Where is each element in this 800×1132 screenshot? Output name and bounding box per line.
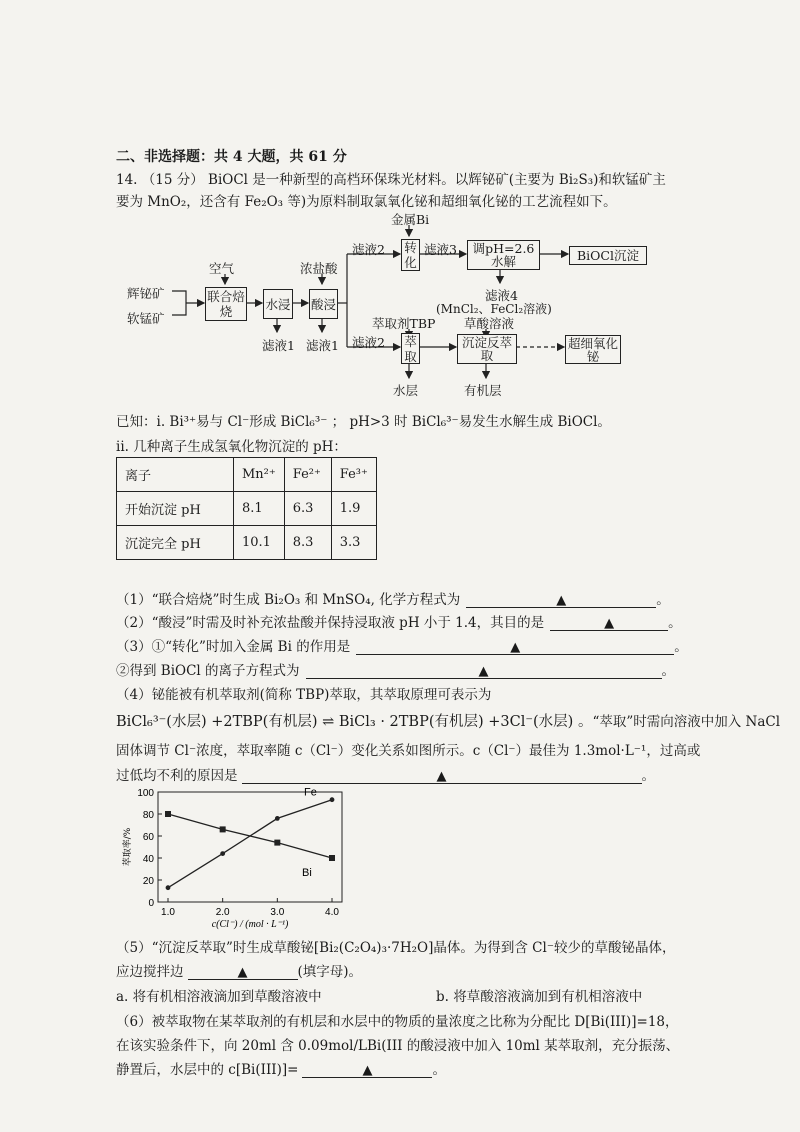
- period: 。: [656, 592, 670, 608]
- data-point-bi: [165, 811, 171, 817]
- question-6-line1: （6）被萃取物在某萃取剂的有机层和水层中的物质的量浓度之比称为分配比 D[Bi(III)]=18，: [116, 1014, 679, 1030]
- question-4-line2: 固体调节 Cl⁻浓度，萃取率随 c（Cl⁻）变化关系如图所示。c（Cl⁻）最佳为 1.3mol·L⁻¹，过高或: [116, 743, 701, 759]
- organic-layer-label: 有机层: [464, 383, 502, 398]
- y-axis-label: 萃取率/%: [123, 827, 133, 867]
- water-leach-label: 水浸: [265, 296, 291, 312]
- biocl-product-box: [569, 246, 647, 265]
- data-point-bi: [329, 855, 335, 861]
- table-header-cell: Mn²⁺: [234, 458, 285, 492]
- question-3a: [116, 635, 688, 655]
- data-point-fe: [330, 797, 335, 802]
- convert-label: 转化: [404, 240, 417, 270]
- blank-marker: ▲: [478, 664, 489, 679]
- y-tick-label: 0: [148, 898, 154, 909]
- answer-blank[interactable]: [356, 640, 674, 655]
- q5-text: 应边搅拌边: [116, 964, 184, 980]
- table-cell: 6.3: [284, 492, 331, 526]
- question-5-line1: （5）“沉淀反萃取”时生成草酸铋[Bi₂(C₂O₄)₃·7H₂O]晶体。为得到含 Cl⁻较少的草酸铋晶体，: [116, 940, 676, 956]
- q4-text1: “萃取”时需向溶液中加入 NaCl: [592, 714, 781, 730]
- tbp-label: 萃取剂TBP: [372, 316, 436, 331]
- acid-leach-box: [309, 289, 338, 319]
- known-ii: ii. 几种离子生成氢氧化物沉淀的 pH：: [116, 439, 347, 455]
- table-cell: 开始沉淀 pH: [117, 492, 234, 526]
- question-6-line3: [116, 1058, 446, 1078]
- x-tick-label: 1.0: [161, 907, 175, 918]
- biocl-product-label: BiOCl沉淀: [577, 248, 639, 263]
- table-row: [117, 526, 377, 560]
- y-tick-label: 80: [142, 810, 154, 821]
- answer-blank[interactable]: [188, 965, 298, 980]
- extract-label: 萃取: [404, 333, 417, 364]
- table-cell: 8.3: [284, 526, 331, 560]
- raw-pyrolusite: 软锰矿: [127, 311, 165, 326]
- series-label-fe: Fe: [304, 786, 317, 799]
- data-point-fe: [166, 885, 171, 890]
- period: 。: [674, 639, 688, 655]
- filtrate2-top-label: 滤液2: [352, 242, 385, 257]
- table-cell: 沉淀完全 pH: [117, 526, 234, 560]
- known-i: 已知：i. Bi³⁺易与 Cl⁻形成 BiCl₆³⁻ ； pH>3 时 BiCl₆³⁻易发生水解生成 BiOCl。: [116, 414, 611, 430]
- blank-marker: ▲: [436, 769, 447, 784]
- series-line-bi: [168, 814, 332, 858]
- y-tick-label: 40: [142, 854, 154, 865]
- y-tick-label: 60: [142, 832, 154, 843]
- oxalic-label: 草酸溶液: [464, 316, 515, 331]
- plot-frame: [158, 792, 342, 902]
- table-cell: 1.9: [331, 492, 376, 526]
- period: 。: [432, 1062, 446, 1078]
- table-row: [117, 492, 377, 526]
- filtrate4-label: 滤液4: [485, 288, 518, 303]
- x-tick-label: 3.0: [270, 907, 285, 918]
- question-4-equation-line: [116, 710, 780, 731]
- filtrate4-detail: (MnCl₂、FeCl₂溶液): [436, 302, 552, 316]
- q5-fill-hint: (填字母)。: [297, 964, 363, 980]
- data-point-fe: [220, 851, 225, 856]
- question-1: [116, 588, 670, 608]
- filtrate1-label-a: 滤液1: [262, 338, 295, 353]
- acid-leach-label: 酸浸: [310, 296, 336, 312]
- blank-marker: ▲: [556, 593, 567, 608]
- extraction-rate-chart: [110, 780, 350, 930]
- hydrolysis-box: [467, 240, 540, 270]
- x-tick-label: 4.0: [325, 907, 339, 918]
- y-tick-label: 100: [137, 788, 154, 799]
- question-3b: [116, 659, 675, 679]
- table-cell: 10.1: [234, 526, 285, 560]
- q2-text: （2）“酸浸”时需及时补充浓盐酸并保持浸取液 pH 小于 1.4，其目的是: [116, 615, 545, 631]
- data-point-bi: [220, 826, 226, 832]
- metal-bi-label: 金属Bi: [391, 212, 430, 227]
- option-a: a. 将有机相溶液滴加到草酸溶液中: [116, 989, 322, 1005]
- blank-marker: ▲: [510, 640, 521, 655]
- q4-text3: 过低均不利的原因是: [116, 768, 238, 784]
- answer-blank[interactable]: [466, 593, 656, 608]
- aqueous-layer-label: 水层: [393, 383, 419, 398]
- hcl-label: 浓盐酸: [300, 261, 338, 276]
- answer-blank[interactable]: [302, 1063, 432, 1078]
- x-tick-label: 2.0: [215, 907, 230, 918]
- q1-text: （1）“联合焙烧”时生成 Bi₂O₃ 和 MnSO₄, 化学方程式为: [116, 592, 461, 608]
- water-leach-box: [263, 289, 293, 319]
- table-header-cell: 离子: [117, 458, 234, 492]
- blank-marker: ▲: [237, 965, 248, 980]
- bismuth-oxide-box: [565, 335, 621, 364]
- data-point-fe: [275, 816, 280, 821]
- blank-marker: ▲: [362, 1063, 373, 1078]
- series-label-bi: Bi: [302, 867, 312, 879]
- answer-blank[interactable]: [550, 616, 668, 631]
- roast-box: [205, 287, 247, 321]
- q14-intro-line2: 要为 MnO₂，还含有 Fe₂O₃ 等)为原料制取氯氧化铋和超细氧化铋的工艺流程如下。: [116, 194, 617, 210]
- blank-marker: ▲: [604, 616, 615, 631]
- data-point-bi: [274, 840, 280, 846]
- option-b: b. 将草酸溶液滴加到有机相溶液中: [436, 989, 643, 1005]
- q3b-text: ②得到 BiOCl 的离子方程式为: [116, 663, 300, 679]
- y-tick-label: 20: [142, 876, 154, 887]
- period: 。: [661, 663, 676, 679]
- q6-text: 静置后，水层中的 c[Bi(III)]=: [116, 1062, 299, 1078]
- back-extract-label: 沉淀反萃取: [461, 335, 512, 363]
- table-header-cell: Fe²⁺: [284, 458, 331, 492]
- q3a-text: （3）①“转化”时加入金属 Bi 的作用是: [116, 639, 351, 655]
- period: 。: [641, 768, 655, 784]
- filtrate1-label-b: 滤液1: [306, 338, 339, 353]
- bismuth-oxide-label: 超细氧化铋: [567, 335, 618, 364]
- raw-bismuthinite: 辉铋矿: [127, 286, 165, 301]
- x-axis-label: c(Cl⁻) / (mol · L⁻¹): [211, 919, 289, 930]
- extraction-equation: BiCl₆³⁻(水层) +2TBP(有机层) ⇌ BiCl₃ · 2TBP(有机层) +3Cl⁻(水层) 。: [116, 714, 593, 730]
- table-header-cell: Fe³⁺: [331, 458, 376, 492]
- question-4-intro: （4）铋能被有机萃取剂(简称 TBP)萃取，其萃取原理可表示为: [116, 687, 492, 703]
- filtrate2-bottom-label: 滤液2: [352, 335, 385, 350]
- extract-box: [401, 333, 420, 364]
- period: 。: [668, 615, 682, 631]
- question-6-line2: 在该实验条件下，向 20ml 含 0.09mol/LBi(III 的酸浸液中加入 10ml 某萃取剂，充分振荡、: [116, 1038, 680, 1054]
- q14-intro-line1: 14. （15 分） BiOCl 是一种新型的高档环保珠光材料。以辉铋矿(主要为 Bi₂S₃)和软锰矿主: [116, 172, 666, 188]
- table-cell: 8.1: [234, 492, 285, 526]
- ion-ph-table: [116, 457, 377, 560]
- filtrate3-label: 滤液3: [424, 242, 457, 257]
- convert-box: [401, 239, 420, 271]
- back-extract-box: [457, 334, 517, 364]
- air-label: 空气: [209, 261, 235, 276]
- question-2: [116, 611, 682, 631]
- question-5-line2: [116, 960, 362, 980]
- hydrolysis-label: 调pH=2.6 水解: [472, 241, 535, 269]
- table-cell: 3.3: [331, 526, 376, 560]
- answer-blank[interactable]: [306, 664, 662, 679]
- roast-label: 联合焙烧: [207, 289, 245, 319]
- table-header-row: [117, 458, 377, 492]
- section-title: 二、非选择题：共 4 大题，共 61 分: [116, 149, 347, 165]
